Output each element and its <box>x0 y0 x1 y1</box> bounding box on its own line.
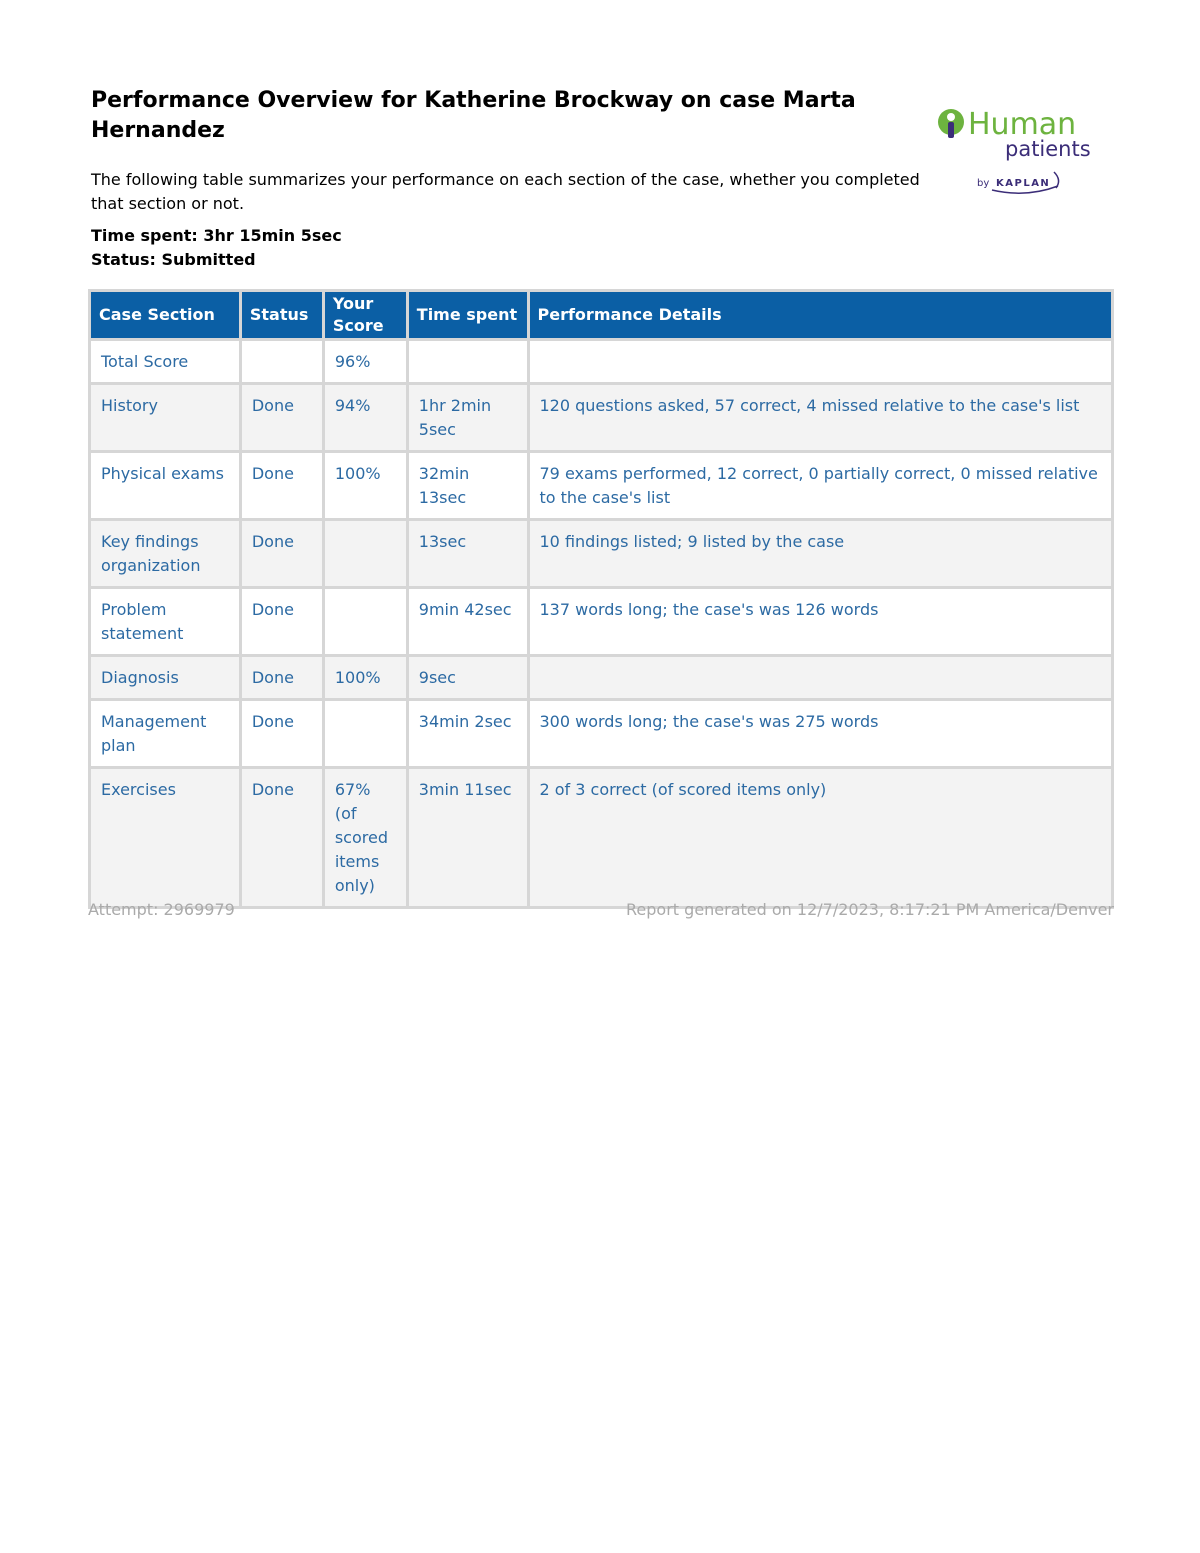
logo-by: by <box>977 178 990 189</box>
table-row <box>90 452 1113 520</box>
col-status: Status <box>240 291 323 340</box>
performance-table <box>88 289 1114 909</box>
cell-status: Done <box>240 768 323 908</box>
table-row <box>90 700 1113 768</box>
cell-status: Done <box>240 700 323 768</box>
cell-details <box>528 656 1113 700</box>
cell-status: Done <box>240 588 323 656</box>
cell-time: 9min 42sec <box>407 588 528 656</box>
cell-score: 96% <box>323 340 407 384</box>
logo-word-human: Human <box>968 107 1077 142</box>
cell-time: 32min 13sec <box>407 452 528 520</box>
cell-details: 120 questions asked, 57 correct, 4 missed relative to the case's list <box>528 384 1113 452</box>
cell-time: 3min 11sec <box>407 768 528 908</box>
cell-score <box>323 700 407 768</box>
report-header <box>88 86 1114 286</box>
cell-status: Done <box>240 656 323 700</box>
time-spent-summary: Time spent: 3hr 15min 5sec <box>91 226 342 245</box>
table-row <box>90 384 1113 452</box>
table-row <box>90 656 1113 700</box>
col-time-spent: Time spent <box>407 291 528 340</box>
cell-section: Key findings organization <box>90 520 241 588</box>
cell-score <box>323 588 407 656</box>
cell-details: 137 words long; the case's was 126 words <box>528 588 1113 656</box>
cell-status: Done <box>240 520 323 588</box>
logo-word-patients: patients <box>1005 137 1091 161</box>
cell-details: 79 exams performed, 12 correct, 0 partially correct, 0 missed relative to the case's list <box>528 452 1113 520</box>
cell-status: Done <box>240 452 323 520</box>
cell-time <box>407 340 528 384</box>
summary-meta <box>91 224 342 272</box>
page-title: Performance Overview for Katherine Brockway on case Marta Hernandez <box>91 88 856 143</box>
cell-details: 300 words long; the case's was 275 words <box>528 700 1113 768</box>
intro-text: The following table summarizes your performance on each section of the case, whether you completed that section or not. <box>91 170 920 213</box>
cell-score: 94% <box>323 384 407 452</box>
ihuman-kaplan-logo <box>936 102 1111 197</box>
cell-score: 67% (of scored items only) <box>323 768 407 908</box>
report-page <box>88 86 1114 919</box>
cell-score: 100% <box>323 452 407 520</box>
cell-section: Diagnosis <box>90 656 241 700</box>
cell-details <box>528 340 1113 384</box>
col-performance-details: Performance Details <box>528 291 1113 340</box>
cell-details: 10 findings listed; 9 listed by the case <box>528 520 1113 588</box>
report-generated-timestamp: Report generated on 12/7/2023, 8:17:21 PM America/Denver <box>626 900 1114 919</box>
cell-score: 100% <box>323 656 407 700</box>
cell-section: Total Score <box>90 340 241 384</box>
table-row <box>90 588 1113 656</box>
cell-time: 1hr 2min 5sec <box>407 384 528 452</box>
cell-status: Done <box>240 384 323 452</box>
logo-brand-kaplan: KAPLAN <box>996 178 1051 189</box>
attempt-id: Attempt: 2969979 <box>88 900 235 919</box>
table-row <box>90 340 1113 384</box>
cell-section: Problem statement <box>90 588 241 656</box>
cell-score <box>323 520 407 588</box>
cell-time: 9sec <box>407 656 528 700</box>
table-header-row <box>90 291 1113 340</box>
cell-time: 13sec <box>407 520 528 588</box>
status-summary: Status: Submitted <box>91 250 256 269</box>
cell-status <box>240 340 323 384</box>
col-your-score: Your Score <box>323 291 407 340</box>
cell-section: Exercises <box>90 768 241 908</box>
cell-section: History <box>90 384 241 452</box>
cell-section: Physical exams <box>90 452 241 520</box>
table-row <box>90 520 1113 588</box>
cell-details: 2 of 3 correct (of scored items only) <box>528 768 1113 908</box>
table-row <box>90 768 1113 908</box>
cell-time: 34min 2sec <box>407 700 528 768</box>
cell-section: Management plan <box>90 700 241 768</box>
col-case-section: Case Section <box>90 291 241 340</box>
